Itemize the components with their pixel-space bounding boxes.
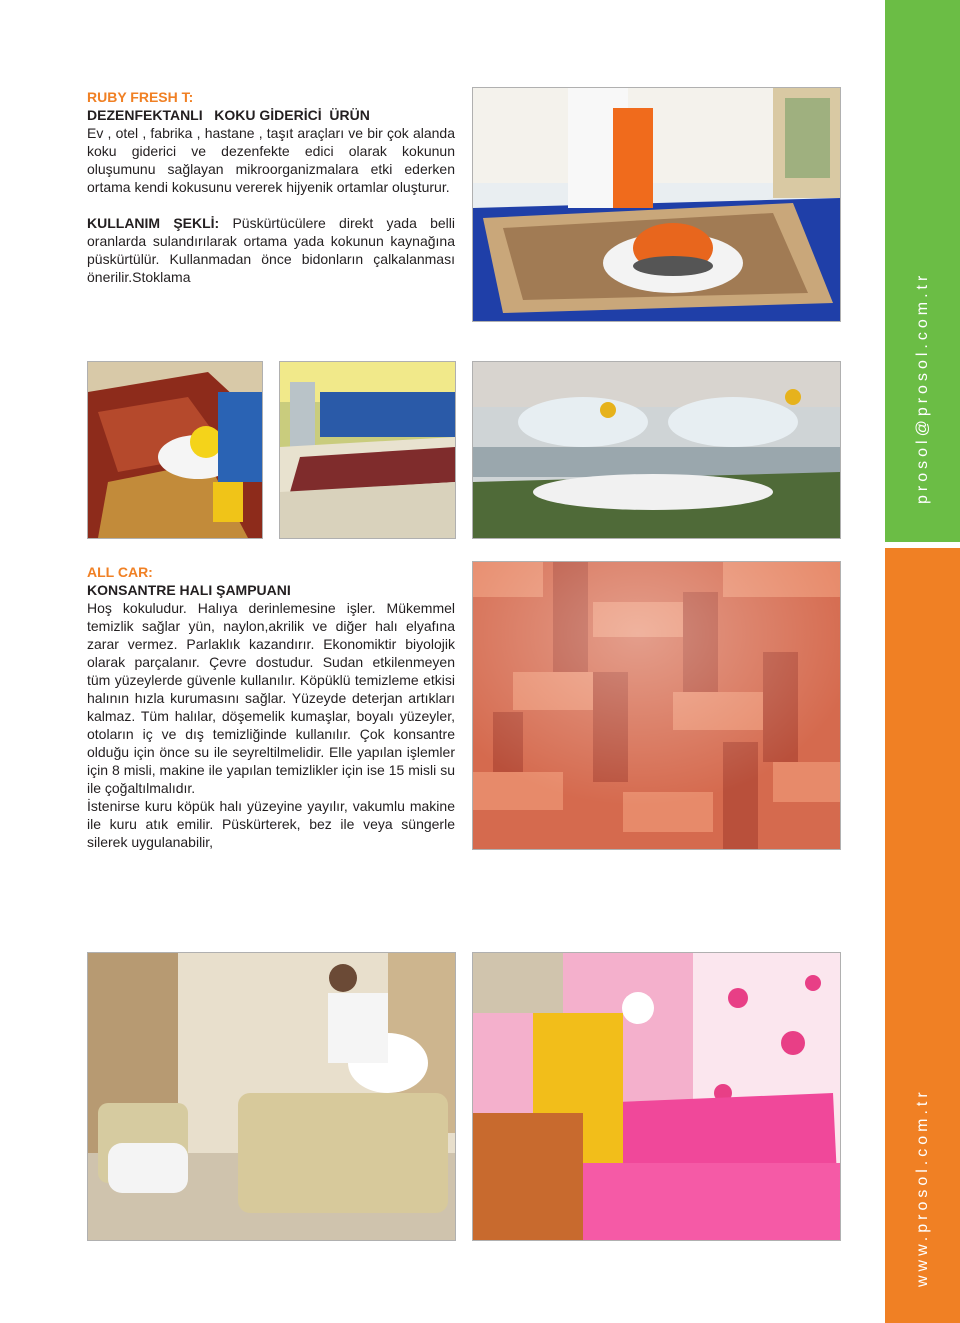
allcar-description: Hoş kokuludur. Halıya derinlemesine işler. Mükemmel temizlik sağlar yün, naylon,akrilik ve diğer halı elyafına zarar vermez. Parlaklık kazandırır. Ekonomiktir biyolojik olarak parçalanır. Çevre dostudur. Sudan etkilenmeyen tüm yüzeylerde güvenle kullanılır. Köpüklü temizleme etkisi halının hızla kurumasını sağlar. Yüzeyde deterjan artıkları kalmaz. Tüm halılar, döşemelik kumaşlar, boyalı yüzeyler, otoların iç ve dış temizliğinde kullanılır. Çok konsantre olduğu için önce su ile seyreltilmelidir. Elle yapılan işlemler için 8 misli, makine ile yapılan temizlikler için ise 15 misli su ile çoğaltılmalıdır. (87, 600, 455, 796)
usage-text: Püskürtücülere direkt yada belli oranlarda sulandırılarak ortama yada kokunun kaynağına püskürtülür. Kullanmadan önce bidonların çalkalanması önerilir.Stoklama (87, 215, 455, 285)
usage-label: KULLANIM ŞEKLİ: (87, 215, 220, 231)
ruby-title: RUBY FRESH T: (87, 89, 194, 105)
ruby-usage (87, 214, 455, 286)
all-car-section (87, 563, 455, 851)
sidebar-green-band (885, 0, 960, 542)
website-link[interactable]: www.prosol.com.tr (913, 1088, 931, 1287)
allcar-subtitle: KONSANTRE HALI ŞAMPUANI (87, 582, 291, 598)
photo-rug-machine-cleaning (472, 87, 841, 322)
photo-pink-sofa-cleaning (472, 952, 841, 1241)
ruby-description: Ev , otel , fabrika , hastane , taşıt araçları ve bir çok alanda koku giderici ve dezenfekte edici olarak kokunun oluşumunu sağlayan mikroorganizmalara etki ederken ortama kendi kokusunu vererek hijyenik ortamlar oluşturur. (87, 125, 455, 195)
photo-industrial-brush-washer (472, 361, 841, 539)
photo-rug-handheld-scrubber (87, 361, 263, 539)
photo-carpet-washing-machine (279, 361, 456, 539)
contact-email[interactable]: prosol@prosol.com.tr (913, 271, 931, 504)
sidebar-orange-band (885, 548, 960, 1323)
photo-herringbone-floor (472, 561, 841, 850)
allcar-description-2: İstenirse kuru köpük halı yüzeyine yayılır, vakumlu makine ile kuru atık emilir. Püskürterek, bez ile veya süngerle silerek uygulanabilir, (87, 798, 455, 850)
allcar-title: ALL CAR: (87, 564, 153, 580)
ruby-fresh-section (87, 88, 455, 286)
photo-sofa-foam-cleaning (87, 952, 456, 1241)
ruby-subtitle: DEZENFEKTANLI KOKU GİDERİCİ ÜRÜN (87, 107, 370, 123)
